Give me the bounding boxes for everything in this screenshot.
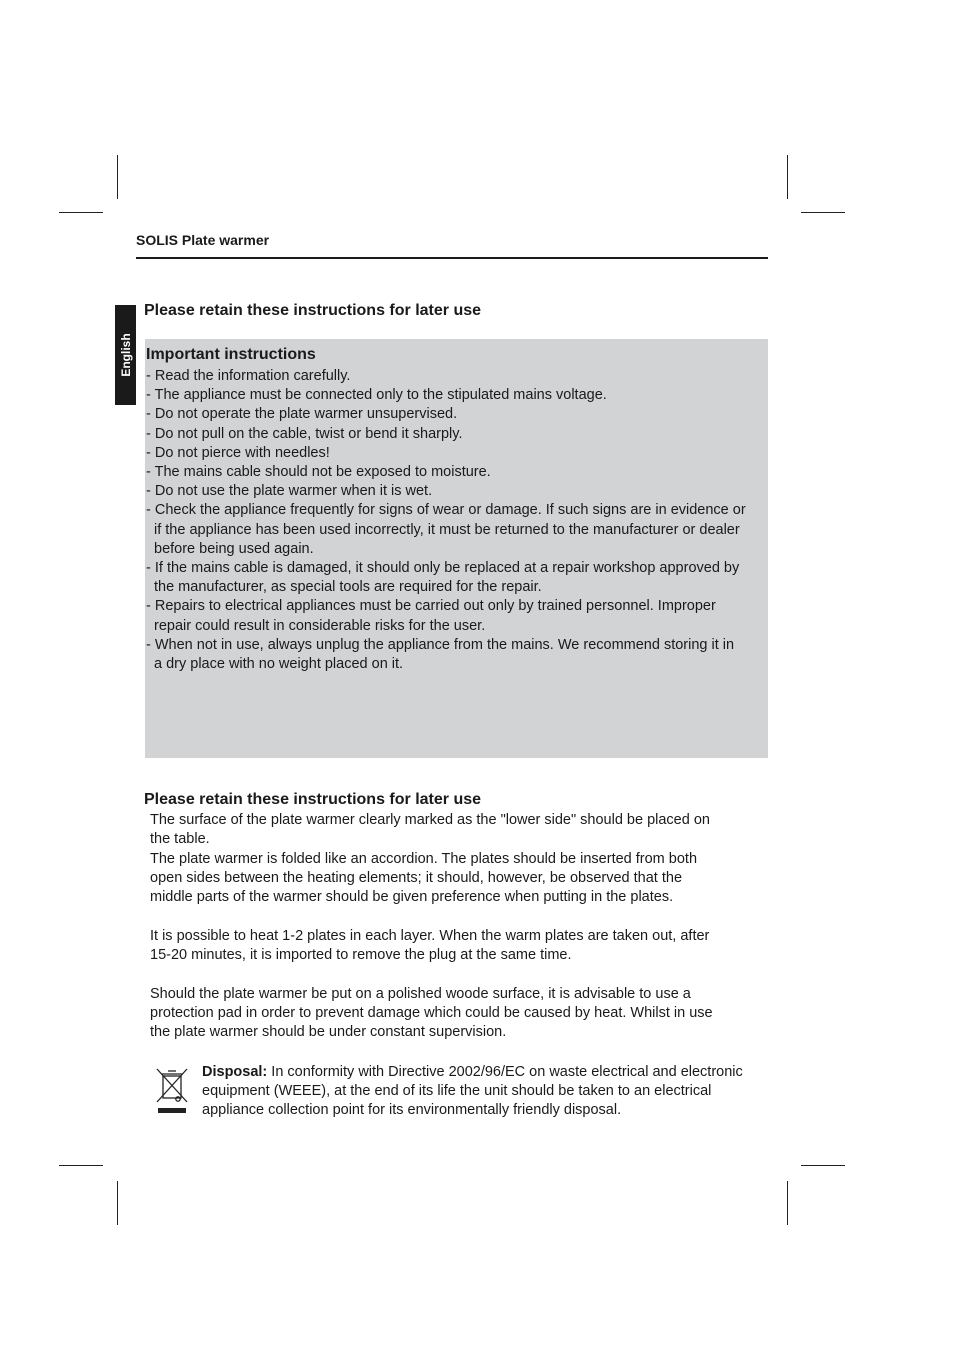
- crop-mark: [787, 155, 788, 199]
- paragraph: The plate warmer is folded like an accordion. The plates should be inserted from both open sides between the heating elements; it should, however, be observed that the middle parts of the warmer should be given preference when putting in the plates.: [150, 851, 698, 906]
- instructions-list: [146, 367, 746, 674]
- list-item: - When not in use, always unplug the appliance from the mains. We recommend storing it in a dry place with no weight placed on it.: [146, 636, 735, 673]
- list-item: - Read the information carefully.: [146, 368, 351, 384]
- paragraph: The surface of the plate warmer clearly marked as the "lower side" should be placed on the table.: [150, 812, 710, 848]
- important-instructions-title: Important instructions: [146, 346, 316, 363]
- language-tab-label: English: [118, 333, 133, 377]
- disposal-notice: [202, 1063, 747, 1121]
- section-heading: Please retain these instructions for later use: [144, 302, 482, 319]
- disposal-text: In conformity with Directive 2002/96/EC on waste electrical and electronic equipment (WEEE), at the end of its life the unit should be taken to an electrical appliance collection point for its environmentally friendly disposal.: [202, 1064, 743, 1119]
- language-tab: [115, 305, 136, 405]
- list-item: - Repairs to electrical appliances must be carried out only by trained personnel. Improper repair could result in considerable risks for the user.: [146, 598, 716, 634]
- crop-mark: [801, 212, 845, 213]
- crop-mark: [787, 1181, 788, 1225]
- crop-mark: [59, 1165, 103, 1166]
- section-heading: Please retain these instructions for later use: [144, 791, 482, 808]
- list-item: - If the mains cable is damaged, it should only be replaced at a repair workshop approved by the manufacturer, as special tools are required for the repair.: [146, 560, 740, 596]
- crop-mark: [59, 212, 103, 213]
- crop-mark: [801, 1165, 845, 1166]
- list-item: - The appliance must be connected only to the stipulated mains voltage.: [146, 387, 607, 404]
- list-item: - Do not use the plate warmer when it is wet.: [146, 483, 433, 500]
- list-item: - Check the appliance frequently for signs of wear or damage. If such signs are in evidence or if the appliance has been used incorrectly, it must be returned to the manufacturer or dealer before being used again.: [146, 502, 746, 557]
- crop-mark: [117, 155, 118, 199]
- crossed-out-wheelie-bin-icon: [153, 1066, 191, 1118]
- paragraph: It is possible to heat 1-2 plates in each layer. When the warm plates are taken out, after 15-20 minutes, it is imported to remove the plug at the same time.: [150, 928, 710, 964]
- disposal-label: Disposal:: [202, 1064, 268, 1080]
- list-item: - The mains cable should not be exposed to moisture.: [146, 464, 491, 481]
- list-item: - Do not pull on the cable, twist or bend it sharply.: [146, 425, 463, 442]
- list-item: - Do not pierce with needles!: [146, 444, 330, 461]
- crop-mark: [117, 1181, 118, 1225]
- header-divider: [136, 257, 768, 259]
- important-instructions-box: [145, 339, 768, 758]
- list-item: - Do not operate the plate warmer unsupervised.: [146, 406, 458, 423]
- paragraph: Should the plate warmer be put on a polished woode surface, it is advisable to use a protection pad in order to prevent damage which could be caused by heat. Whilst in use the plate warmer should be under constant supervision.: [150, 986, 713, 1041]
- page-header-title: SOLIS Plate warmer: [136, 232, 270, 248]
